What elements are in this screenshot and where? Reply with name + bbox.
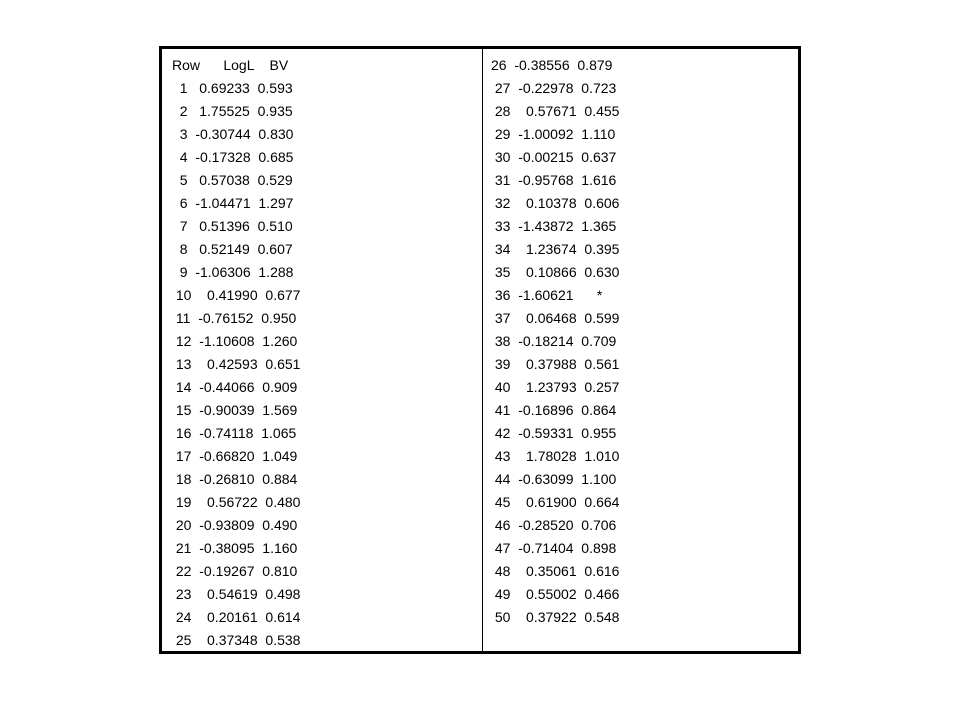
table-row: 32 0.10378 0.606 bbox=[491, 195, 620, 211]
table-row: 18 -0.26810 0.884 bbox=[172, 471, 298, 487]
table-row: 36 -1.60621 * bbox=[491, 287, 603, 303]
table-row: 40 1.23793 0.257 bbox=[491, 379, 620, 395]
table-row: 17 -0.66820 1.049 bbox=[172, 448, 298, 464]
table-row: 37 0.06468 0.599 bbox=[491, 310, 620, 326]
table-row: 42 -0.59331 0.955 bbox=[491, 425, 617, 441]
table-row: 44 -0.63099 1.100 bbox=[491, 471, 617, 487]
left-column bbox=[172, 54, 300, 652]
table-row: 50 0.37922 0.548 bbox=[491, 609, 620, 625]
column-divider bbox=[482, 49, 483, 651]
table-row: 35 0.10866 0.630 bbox=[491, 264, 620, 280]
table-row: 45 0.61900 0.664 bbox=[491, 494, 620, 510]
table-row: 15 -0.90039 1.569 bbox=[172, 402, 298, 418]
table-row: 28 0.57671 0.455 bbox=[491, 103, 620, 119]
table-row: 9 -1.06306 1.288 bbox=[172, 264, 294, 280]
table-row: 31 -0.95768 1.616 bbox=[491, 172, 617, 188]
table-row: 3 -0.30744 0.830 bbox=[172, 126, 294, 142]
table-row: 20 -0.93809 0.490 bbox=[172, 517, 298, 533]
table-row: 25 0.37348 0.538 bbox=[172, 632, 301, 648]
table-row: 43 1.78028 1.010 bbox=[491, 448, 620, 464]
header-row: Row LogL BV bbox=[172, 57, 289, 73]
table-row: 4 -0.17328 0.685 bbox=[172, 149, 294, 165]
table-row: 27 -0.22978 0.723 bbox=[491, 80, 617, 96]
table-row: 22 -0.19267 0.810 bbox=[172, 563, 298, 579]
table-row: 48 0.35061 0.616 bbox=[491, 563, 620, 579]
table-row: 30 -0.00215 0.637 bbox=[491, 149, 617, 165]
table-row: 6 -1.04471 1.297 bbox=[172, 195, 294, 211]
table-row: 19 0.56722 0.480 bbox=[172, 494, 301, 510]
table-row: 1 0.69233 0.593 bbox=[172, 80, 293, 96]
table-row: 13 0.42593 0.651 bbox=[172, 356, 301, 372]
table-row: 49 0.55002 0.466 bbox=[491, 586, 620, 602]
table-row: 14 -0.44066 0.909 bbox=[172, 379, 298, 395]
table-row: 12 -1.10608 1.260 bbox=[172, 333, 298, 349]
table-row: 34 1.23674 0.395 bbox=[491, 241, 620, 257]
table-row: 21 -0.38095 1.160 bbox=[172, 540, 298, 556]
table-row: 16 -0.74118 1.065 bbox=[172, 425, 297, 441]
table-row: 2 1.75525 0.935 bbox=[172, 103, 293, 119]
table-row: 11 -0.76152 0.950 bbox=[172, 310, 297, 326]
table-row: 29 -1.00092 1.110 bbox=[491, 126, 616, 142]
data-table-frame bbox=[159, 46, 801, 654]
table-row: 26 -0.38556 0.879 bbox=[491, 57, 613, 73]
table-row: 8 0.52149 0.607 bbox=[172, 241, 293, 257]
table-row: 39 0.37988 0.561 bbox=[491, 356, 620, 372]
right-column bbox=[491, 54, 619, 629]
table-row: 10 0.41990 0.677 bbox=[172, 287, 301, 303]
table-row: 24 0.20161 0.614 bbox=[172, 609, 301, 625]
table-row: 5 0.57038 0.529 bbox=[172, 172, 293, 188]
table-row: 46 -0.28520 0.706 bbox=[491, 517, 617, 533]
table-row: 41 -0.16896 0.864 bbox=[491, 402, 617, 418]
table-row: 33 -1.43872 1.365 bbox=[491, 218, 617, 234]
table-row: 7 0.51396 0.510 bbox=[172, 218, 293, 234]
table-row: 47 -0.71404 0.898 bbox=[491, 540, 617, 556]
table-row: 23 0.54619 0.498 bbox=[172, 586, 301, 602]
table-row: 38 -0.18214 0.709 bbox=[491, 333, 617, 349]
